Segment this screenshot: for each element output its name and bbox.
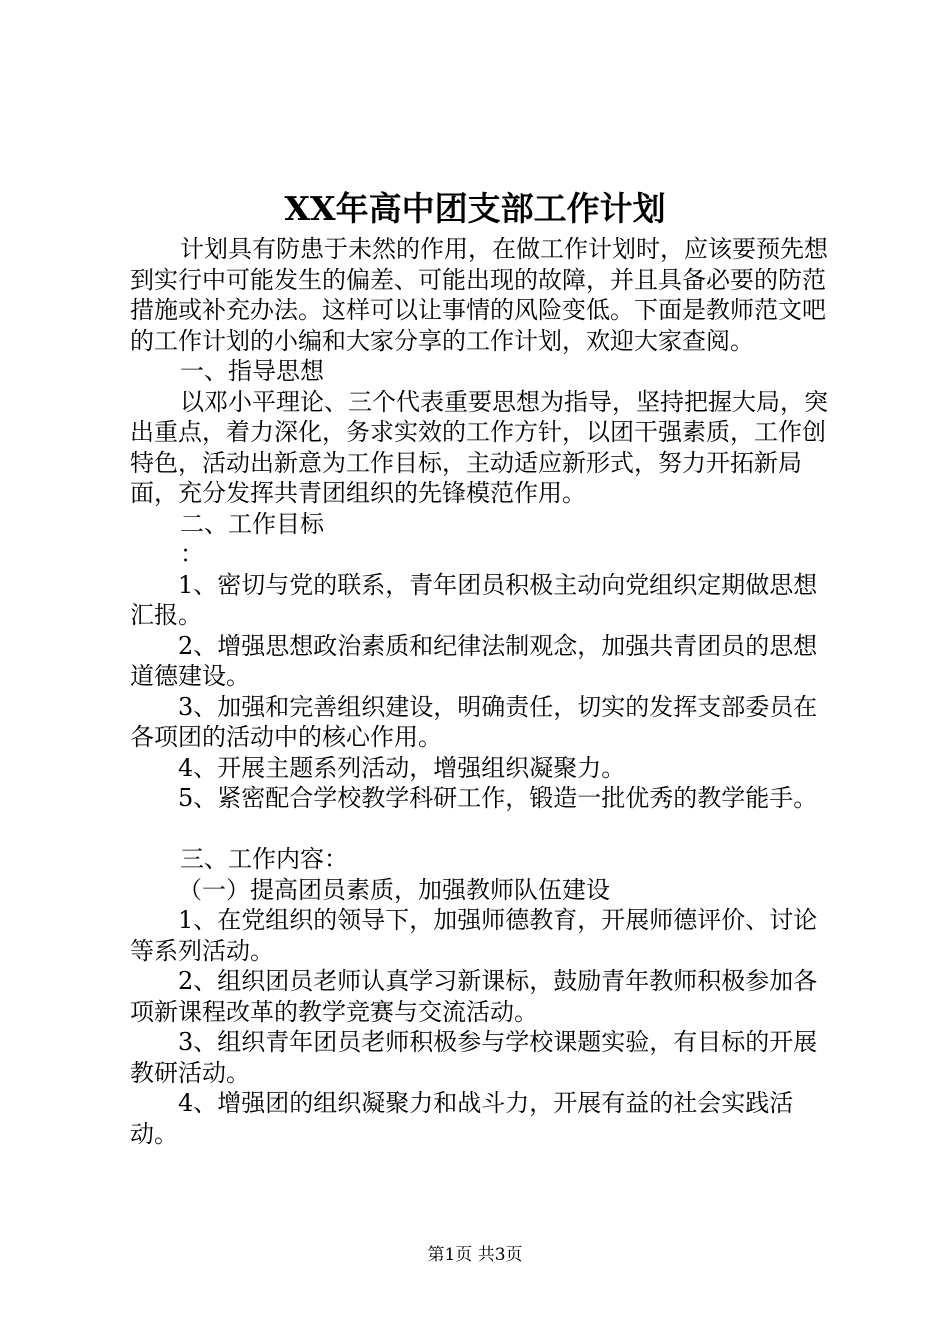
subsection-heading-1: （一）提高团员素质，加强教师队伍建设 xyxy=(178,875,610,904)
content-item-4: 4、增强团的组织凝聚力和战斗力，开展有益的社会实践活动。 xyxy=(130,1089,794,1148)
document-title: XX年高中团支部工作计划 xyxy=(284,189,666,228)
content-item-2: 2、组织团员老师认真学习新课标，鼓励青年教师积极参加各项新课程改革的教学竞赛与交流活动。 xyxy=(130,967,818,1026)
section-heading-work-goals: 二、工作目标 xyxy=(180,509,324,538)
goal-item-2: 2、增强思想政治素质和纪律法制观念，加强共青团员的思想道德建设。 xyxy=(130,631,818,690)
intro-paragraph: 计划具有防患于未然的作用，在做工作计划时，应该要预先想到实行中可能发生的偏差、可能出现的故障，并且具备必要的防范措施或补充办法。这样可以让事情的风险变低。下面是教师范文吧的工作计划的小编和大家分享的工作计划，欢迎大家查阅。 xyxy=(130,235,828,355)
page-number-footer: 第1页 共3页 xyxy=(427,1245,523,1265)
content-item-1: 1、在党组织的领导下，加强师德教育，开展师德评价、讨论等系列活动。 xyxy=(130,906,818,965)
goal-item-3: 3、加强和完善组织建设，明确责任，切实的发挥支部委员在各项团的活动中的核心作用。 xyxy=(130,692,818,751)
goal-item-4: 4、开展主题系列活动，增强组织凝聚力。 xyxy=(178,753,626,782)
goal-item-5: 5、紧密配合学校教学科研工作，锻造一批优秀的教学能手。 xyxy=(178,784,818,812)
guiding-ideology-paragraph: 以邓小平理论、三个代表重要思想为指导，坚持把握大局，突出重点，着力深化，务求实效的工作方针，以团干强素质，工作创特色，活动出新意为工作目标，主动适应新形式，努力开拓新局面，充分发挥共青团组织的先锋模范作用。 xyxy=(130,387,828,507)
colon-line: ： xyxy=(180,540,204,568)
document-body xyxy=(130,234,830,1149)
content-item-3: 3、组织青年团员老师积极参与学校课题实验，有目标的开展教研活动。 xyxy=(130,1028,818,1087)
goal-item-1: 1、密切与党的联系，青年团员积极主动向党组织定期做思想汇报。 xyxy=(130,570,818,629)
blank-line xyxy=(130,814,830,845)
section-heading-work-content: 三、工作内容： xyxy=(180,845,348,873)
section-heading-guiding-ideology: 一、指导思想 xyxy=(180,357,324,385)
